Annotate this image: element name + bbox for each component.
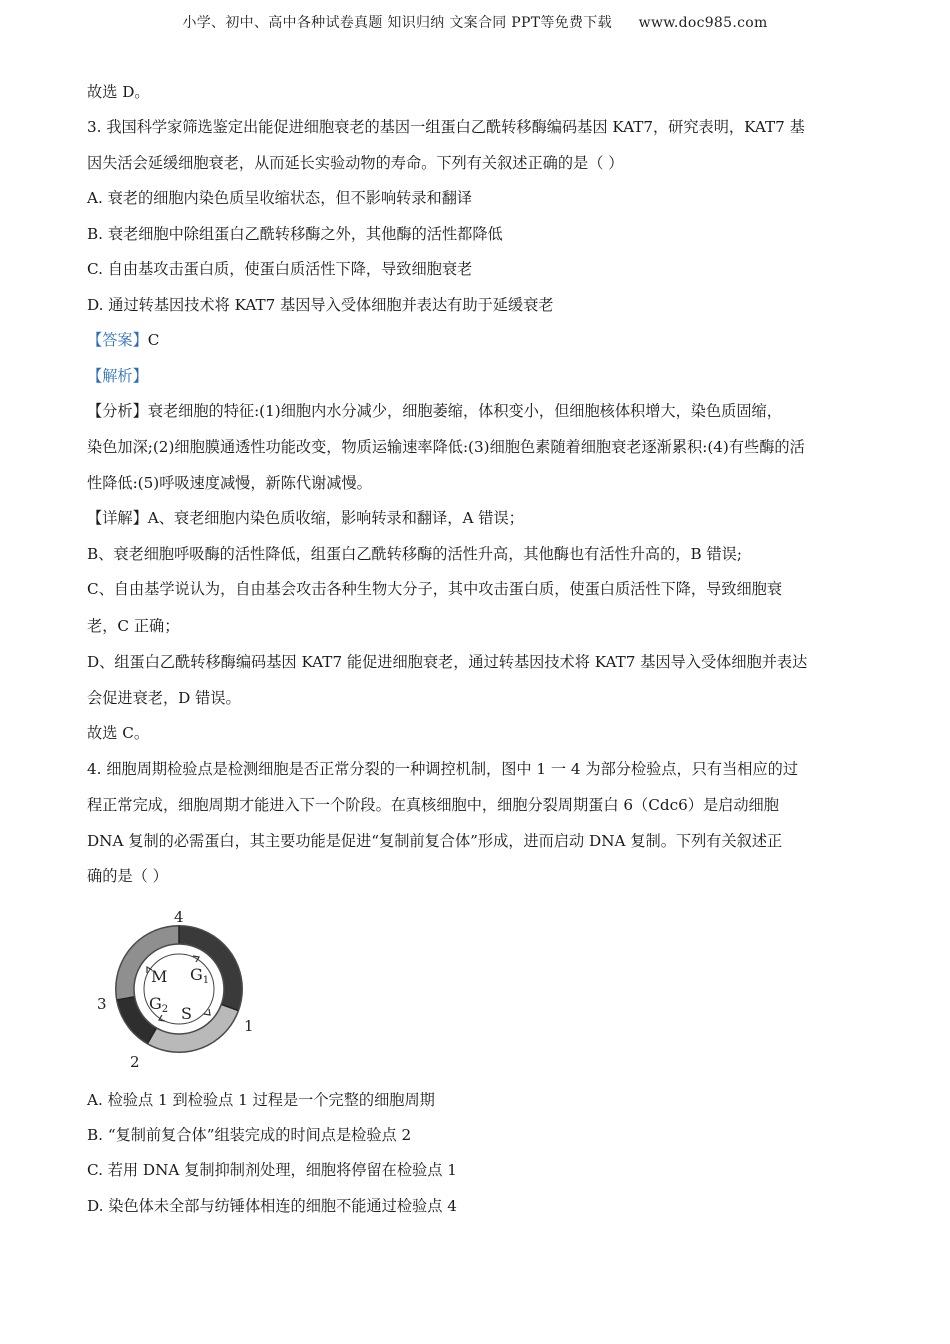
- checkpoint-2: 2: [130, 1053, 140, 1071]
- xiangjie-line-6: 会促进衰老，D 错误。: [87, 689, 241, 707]
- q4-option-b: B. “复制前复合体”组装完成的时间点是检验点 2: [87, 1126, 412, 1144]
- xiangjie-text-1: A、衰老细胞内染色质收缩，影响转录和翻译，A 错误；: [147, 509, 524, 527]
- q4-option-d: D. 染色体未全部与纺锤体相连的细胞不能通过检验点 4: [87, 1197, 457, 1215]
- page-header: [0, 12, 950, 32]
- q4-option-a: A. 检验点 1 到检验点 1 过程是一个完整的细胞周期: [87, 1091, 435, 1109]
- header-url[interactable]: www.doc985.com: [638, 15, 768, 31]
- q4-option-c: C. 若用 DNA 复制抑制剂处理，细胞将停留在检验点 1: [87, 1161, 457, 1179]
- fenxi-line-2: 染色加深;(2)细胞膜通透性功能改变，物质运输速率降低:(3)细胞色素随着细胞衰老逐渐累积:(4)有些酶的活: [87, 438, 805, 456]
- header-text: 小学、初中、高中各种试卷真题 知识归纳 文案合同 PPT等免费下载: [182, 15, 612, 31]
- cell-cycle-svg: [92, 902, 267, 1072]
- option-d: D. 通过转基因技术将 KAT7 基因导入受体细胞并表达有助于延缓衰老: [87, 296, 554, 314]
- xiangjie-line-3: C、自由基学说认为，自由基会攻击各种生物大分子，其中攻击蛋白质，使蛋白质活性下降，导致细胞衰: [87, 580, 783, 598]
- phase-label-m: M: [151, 967, 168, 986]
- fenxi-line-1: [87, 401, 782, 421]
- cell-cycle-diagram: [92, 902, 267, 1072]
- answer-tag: 【答案】: [87, 331, 148, 349]
- checkpoint-4: 4: [174, 908, 184, 926]
- question-4-line-3: DNA 复制的必需蛋白，其主要功能是促进“复制前复合体”形成，进而启动 DNA 复制。下列有关叙述正: [87, 832, 783, 850]
- analysis-tag: 【解析】: [87, 367, 148, 385]
- answer-line: [87, 330, 159, 350]
- analysis-line: [87, 366, 148, 386]
- text-line: 故选 D。: [87, 83, 150, 101]
- option-b: B. 衰老细胞中除组蛋白乙酰转移酶之外，其他酶的活性都降低: [87, 225, 503, 243]
- answer-value: C: [147, 331, 160, 349]
- question-4-line-2: 程正常完成，细胞周期才能进入下一个阶段。在真核细胞中，细胞分裂周期蛋白 6（Cdc6）是启动细胞: [87, 796, 779, 814]
- option-c: C. 自由基攻击蛋白质，使蛋白质活性下降，导致细胞衰老: [87, 260, 473, 278]
- xiangjie-line-5: D、组蛋白乙酰转移酶编码基因 KAT7 能促进细胞衰老，通过转基因技术将 KAT7 基因导入受体细胞并表达: [87, 653, 808, 671]
- fenxi-text-1: 衰老细胞的特征:(1)细胞内水分减少，细胞萎缩，体积变小，但细胞核体积增大，染色质固缩，: [147, 402, 782, 420]
- fenxi-line-3: 性降低:(5)呼吸速度减慢，新陈代谢减慢。: [87, 474, 372, 492]
- xiangjie-line-7: 故选 C。: [87, 724, 150, 742]
- xiangjie-line-1: [87, 508, 524, 528]
- fenxi-tag: 【分析】: [87, 402, 148, 420]
- question-3-line-2: 因失活会延缓细胞衰老，从而延长实验动物的寿命。下列有关叙述正确的是（ ）: [87, 154, 624, 172]
- checkpoint-3: 3: [97, 995, 107, 1013]
- phase-label-g1: G1: [190, 965, 210, 986]
- xiangjie-line-2: B、衰老细胞呼吸酶的活性降低，组蛋白乙酰转移酶的活性升高，其他酶也有活性升高的，B 错误;: [87, 545, 742, 563]
- question-3-line-1: 3. 我国科学家筛选鉴定出能促进细胞衰老的基因一组蛋白乙酰转移酶编码基因 KAT7，研究表明，KAT7 基: [87, 118, 805, 136]
- phase-label-g2: G2: [149, 994, 169, 1015]
- xiangjie-tag: 【详解】: [87, 509, 148, 527]
- checkpoint-1: 1: [244, 1017, 254, 1035]
- question-4-line-4: 确的是（ ）: [87, 867, 168, 885]
- option-a: A. 衰老的细胞内染色质呈收缩状态，但不影响转录和翻译: [87, 189, 473, 207]
- phase-label-s: S: [181, 1004, 192, 1023]
- question-4-line-1: 4. 细胞周期检验点是检测细胞是否正常分裂的一种调控机制，图中 1 一 4 为部分检验点，只有当相应的过: [87, 760, 799, 778]
- xiangjie-line-4: 老，C 正确；: [87, 617, 180, 635]
